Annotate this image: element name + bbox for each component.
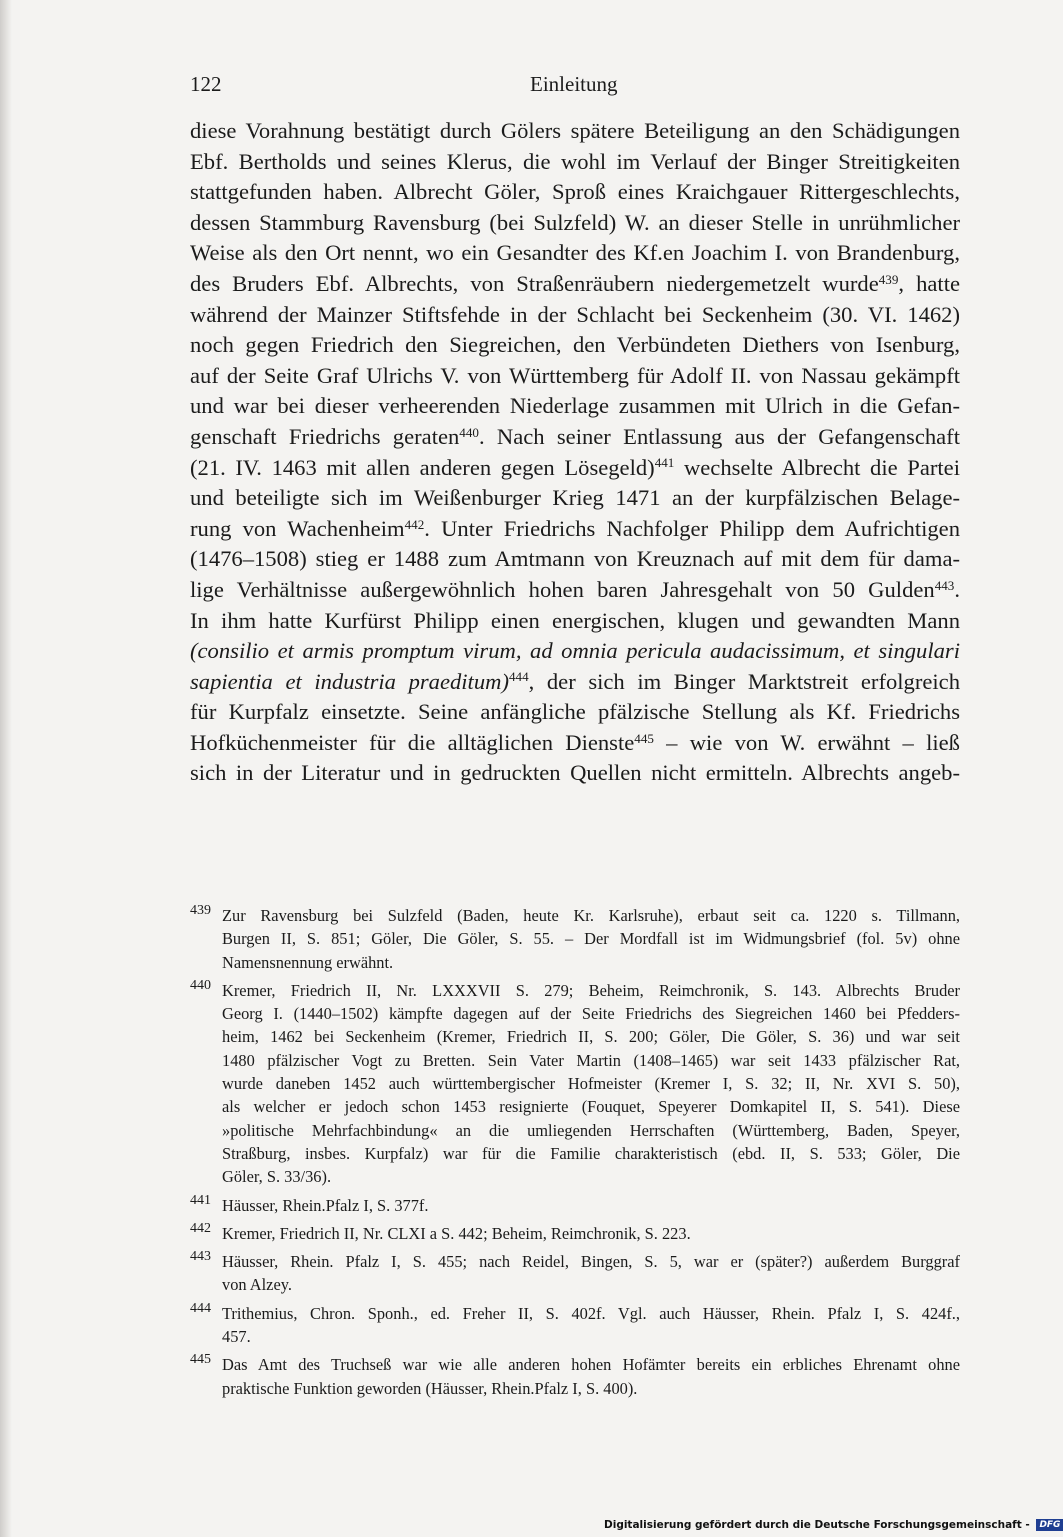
footnote-line: Göler, S. 33/36). (222, 1167, 332, 1187)
running-head: Einleitung (530, 72, 618, 96)
footnote-number: 440 (190, 977, 211, 993)
footnote-ref-439[interactable]: 439 (878, 271, 899, 287)
footnote-number: 441 (190, 1192, 211, 1208)
footnote-444 (190, 1302, 960, 1349)
footnote-442 (190, 1222, 960, 1245)
body-line (190, 269, 960, 300)
dfg-logo-icon: DFG (1036, 1519, 1063, 1531)
body-line (190, 514, 960, 545)
body-line-tail: . Unter Friedrichs Nachfolger Philipp dem Aufrichtigen (424, 515, 960, 541)
body-line: und beteiligte sich im Weißenburger Krieg 1471 an der kurpfälzischen Belage- (190, 485, 960, 511)
body-line-text: des Bruders Ebf. Albrechts, von Straßenräubern niedergemetzelt wurde (190, 270, 879, 296)
body-line-tail: , hatte (898, 270, 960, 296)
body-line: für Kurpfalz einsetzte. Seine anfängliche pfälzische Stellung als Kf. Friedrichs (190, 699, 960, 725)
footnotes (190, 904, 960, 1405)
footnote-line: Zur Ravensburg bei Sulzfeld (Baden, heute Kr. Karlsruhe), erbaut seit ca. 1220 s. Tillmann, (222, 906, 960, 925)
body-line-tail: wechselte Albrecht die Partei (674, 454, 960, 480)
body-line-tail: , der sich im Binger Marktstreit erfolgreich (528, 668, 960, 694)
footnote-line: »politische Mehrfachbindung« an die umliegenden Herrschaften (Württemberg, Baden, Speyer, (222, 1120, 960, 1140)
body-line-text: genschaft Friedrichs geraten (190, 423, 460, 449)
footnote-line: Häusser, Rhein.Pfalz I, S. 377f. (222, 1195, 429, 1215)
body-line: Weise als den Ort nennt, wo ein Gesandter des Kf.en Joachim I. von Brandenburg, (190, 240, 960, 266)
footnote-ref-443[interactable]: 443 (934, 577, 955, 593)
body-line-tail: – wie von W. erwähnt – ließ (653, 729, 960, 755)
footnote-439 (190, 904, 960, 974)
footnote-line: 457. (222, 1327, 251, 1347)
body-line: und war bei dieser verheerenden Niederlage zusammen mit Ulrich in die Gefan- (190, 393, 960, 419)
footnote-line: praktische Funktion geworden (Häusser, Rhein.Pfalz I, S. 400). (222, 1378, 638, 1398)
body-line: In ihm hatte Kurfürst Philipp einen energischen, klugen und gewandten Mann (190, 607, 960, 633)
footnote-ref-440[interactable]: 440 (459, 424, 479, 440)
page-edge-shadow (0, 0, 12, 1537)
body-line (190, 453, 960, 484)
body-line: sich in der Literatur und in gedruckten Quellen nicht ermitteln. Albrechts angeb- (190, 760, 960, 786)
body-line: während der Mainzer Stiftsfehde in der Schlacht bei Seckenheim (30. VI. 1462) (190, 301, 960, 327)
footnote-ref-441[interactable]: 441 (654, 455, 675, 471)
footnote-number: 442 (190, 1220, 211, 1236)
page-number: 122 (190, 72, 222, 96)
body-line (190, 422, 960, 453)
footnote-line: Kremer, Friedrich II, Nr. CLXI a S. 442; Beheim, Reimchronik, S. 223. (222, 1223, 691, 1243)
footnote-ref-444[interactable]: 444 (508, 669, 529, 685)
footnote-line: Kremer, Friedrich II, Nr. LXXXVII S. 279; Beheim, Reimchronik, S. 143. Albrechts Bruder (222, 980, 960, 1000)
body-line: dessen Stammburg Ravensburg (bei Sulzfeld) W. an dieser Stelle in unrühmlicher (190, 209, 960, 235)
footnote-line: heim, 1462 bei Seckenheim (Kremer, Friedrich II, S. 200; Göler, Die Göler, S. 36) und war seit (222, 1027, 960, 1047)
body-line: Ebf. Bertholds und seines Klerus, die wohl im Verlauf der Binger Streitigkeiten (190, 148, 960, 174)
body-line: stattgefunden haben. Albrecht Göler, Sproß eines Kraichgauer Rittergeschlechts, (190, 179, 960, 205)
footnote-ref-445[interactable]: 445 (634, 730, 654, 746)
digitization-credit (604, 1519, 1063, 1537)
body-line: diese Vorahnung bestätigt durch Gölers spätere Beteiligung an den Schädigungen (190, 118, 960, 143)
footnote-number: 445 (190, 1352, 211, 1368)
footnote-443 (190, 1250, 960, 1297)
footnote-line: Straßburg, insbes. Kurpfalz) war für die Familie charakteristisch (ebd. II, S. 533; Göler, Die (222, 1143, 960, 1163)
page-header (190, 72, 960, 102)
footnote-line: Namensnennung erwähnt. (222, 952, 394, 972)
body-text (190, 116, 960, 789)
footnote-line: Burgen II, S. 851; Göler, Die Göler, S. 55. – Der Mordfall ist im Widmungsbrief (fol. 5v) ohne (222, 929, 960, 949)
body-line-text: lige Verhältnisse außergewöhnlich hohen baren Jahresgehalt von 50 Gulden (190, 576, 935, 602)
footnote-line: als welcher er jedoch schon 1453 resignierte (Fouquet, Speyerer Domkapitel II, S. 541). Diese (222, 1097, 960, 1117)
footnote-line: Das Amt des Truchseß war wie alle anderen hohen Hofämter bereits ein erbliches Ehrenamt ohne (222, 1355, 960, 1375)
footnote-line: Trithemius, Chron. Sponh., ed. Freher II, S. 402f. Vgl. auch Häusser, Rhein. Pfalz I, S. 424f., (222, 1303, 960, 1323)
footnote-445 (190, 1353, 960, 1400)
body-line (190, 575, 960, 606)
footnote-line: 1480 pfälzischer Vogt zu Bretten. Sein Vater Martin (1408–1465) war seit 1433 pfälzischer Rat, (222, 1050, 960, 1070)
body-line-text: rung von Wachenheim (190, 515, 405, 541)
footnote-441 (190, 1194, 960, 1217)
credit-text: Digitalisierung gefördert durch die Deutsche Forschungsgemeinschaft - (604, 1519, 1030, 1531)
footnote-number: 444 (190, 1300, 211, 1316)
body-line-text-italic: sapientia et industria praeditum) (190, 668, 509, 694)
body-line-tail: . Nach seiner Entlassung aus der Gefangenschaft (478, 423, 960, 449)
body-line-text: (21. IV. 1463 mit allen anderen gegen Lösegeld) (190, 454, 655, 480)
body-line-italic: (consilio et armis promptum virum, ad omnia pericula audacissimum, et singulari (190, 638, 960, 664)
footnote-line: von Alzey. (222, 1275, 292, 1295)
body-line (190, 667, 960, 698)
body-line (190, 728, 960, 759)
footnote-line: Georg I. (1440–1502) kämpfte dagegen auf der Seite Friedrichs des Siegreichen 1460 bei Pfedders- (222, 1004, 960, 1024)
footnote-number: 443 (190, 1249, 211, 1265)
footnote-line: wurde daneben 1452 auch württembergischer Hofmeister (Kremer I, S. 32; II, Nr. XVI S. 50), (222, 1074, 960, 1094)
footnote-440 (190, 979, 960, 1189)
body-line: auf der Seite Graf Ulrichs V. von Württemberg für Adolf II. von Nassau gekämpft (190, 362, 960, 388)
body-line: noch gegen Friedrich den Siegreichen, den Verbündeten Diethers von Isenburg, (190, 332, 960, 358)
body-line-text: Hofküchenmeister für die alltäglichen Dienste (190, 729, 635, 755)
footnote-ref-442[interactable]: 442 (404, 516, 425, 532)
footnote-number: 439 (190, 903, 211, 918)
footnote-line: Häusser, Rhein. Pfalz I, S. 455; nach Reidel, Bingen, S. 5, war er (später?) außerdem Burggraf (222, 1252, 960, 1272)
body-line-tail: . (954, 576, 960, 602)
body-line: (1476–1508) stieg er 1488 zum Amtmann von Kreuznach auf mit dem für dama- (190, 546, 960, 572)
